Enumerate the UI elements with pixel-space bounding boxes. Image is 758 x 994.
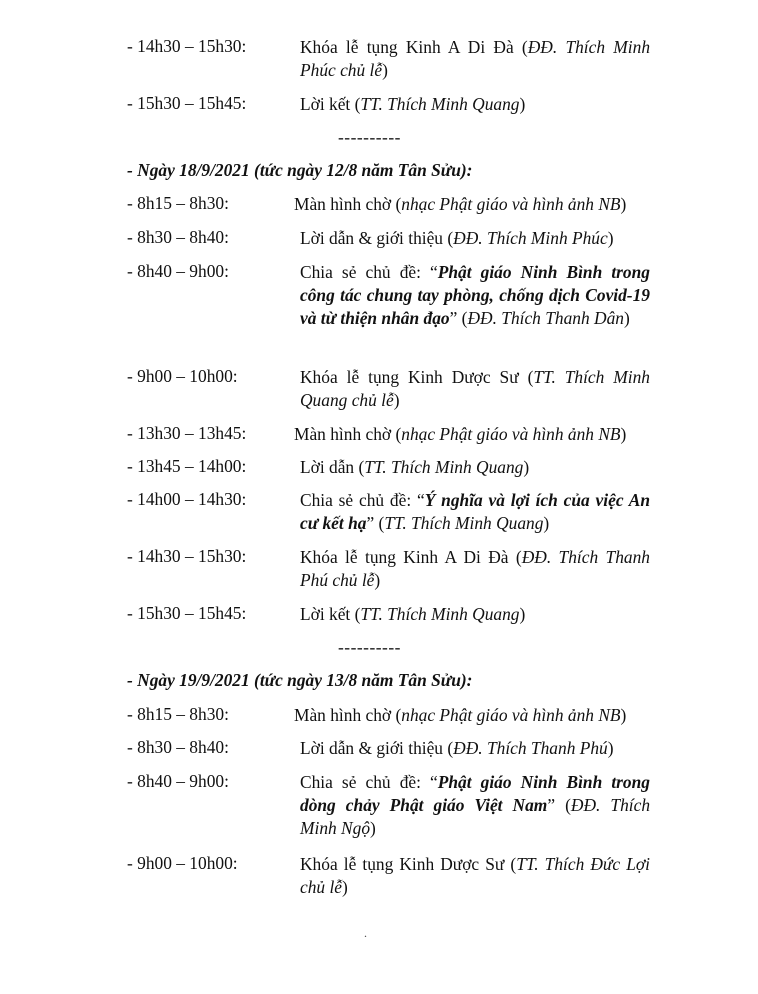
activity-description xyxy=(300,227,650,250)
presenter-name: TT. Thích Minh Quang xyxy=(384,513,544,533)
time-range: - 13h30 – 13h45: xyxy=(127,423,247,443)
activity-text: ) xyxy=(620,194,627,214)
activity-text: Khóa lễ tụng Kinh Dược Sư ( xyxy=(300,854,517,874)
activity-text: ) xyxy=(523,457,530,477)
activity-description xyxy=(300,853,650,899)
activity-description xyxy=(300,261,650,330)
presenter-name: TT. Thích Minh Quang xyxy=(364,457,524,477)
activity-text: Màn hình chờ ( xyxy=(294,194,402,214)
activity-description xyxy=(300,546,650,592)
activity-text: ) xyxy=(519,604,526,624)
activity-text: ) xyxy=(382,60,388,80)
activity-text: ) xyxy=(519,94,526,114)
presenter-name: ĐĐ. Thích Minh Phúc xyxy=(453,228,608,248)
time-range: - 8h30 – 8h40: xyxy=(127,227,229,247)
activity-description xyxy=(300,771,650,840)
time-range: - 15h30 – 15h45: xyxy=(127,93,247,113)
presenter-name: TT. Thích Đức Lợi chủ lễ xyxy=(300,854,651,897)
activity-text: ) xyxy=(342,877,348,897)
presenter-name: ĐĐ. Thích Minh Phúc chủ lễ xyxy=(300,37,651,80)
activity-text: ) xyxy=(393,390,400,410)
activity-description xyxy=(300,36,650,82)
presenter-name: ĐĐ. Thích Minh Ngộ xyxy=(300,795,651,838)
presenter-name: TT. Thích Minh Quang xyxy=(360,604,520,624)
activity-text: Lời dẫn & giới thiệu ( xyxy=(300,228,454,248)
presenter-name: ĐĐ. Thích Thanh Phú xyxy=(453,738,608,758)
presenter-name: ĐĐ. Thích Thanh Phú chủ lễ xyxy=(300,547,650,590)
activity-description xyxy=(300,93,650,116)
day-heading: - Ngày 19/9/2021 (tức ngày 13/8 năm Tân Sửu): xyxy=(127,670,473,690)
presenter-name: nhạc Phật giáo và hình ảnh NB xyxy=(401,705,621,725)
activity-text: ) xyxy=(543,513,550,533)
activity-text: ) xyxy=(623,308,630,328)
time-range: - 9h00 – 10h00: xyxy=(127,366,238,386)
day-heading: - Ngày 18/9/2021 (tức ngày 12/8 năm Tân Sửu): xyxy=(127,160,473,180)
activity-description xyxy=(300,366,650,412)
activity-text: ) xyxy=(374,570,381,590)
time-range: - 8h30 – 8h40: xyxy=(127,737,229,757)
activity-text: Chia sẻ chủ đề: “ xyxy=(300,772,438,792)
activity-text: ) xyxy=(620,424,627,444)
activity-description xyxy=(300,737,650,760)
activity-text: Khóa lễ tụng Kinh A Di Đà ( xyxy=(300,37,528,57)
activity-text: ” ( xyxy=(366,513,385,533)
activity-description xyxy=(300,603,650,626)
topic-title: Phật giáo Ninh Bình trong dòng chảy Phật giáo Việt Nam xyxy=(300,772,650,815)
activity-text: Lời kết ( xyxy=(300,604,361,624)
time-range: - 8h40 – 9h00: xyxy=(127,261,229,281)
activity-description xyxy=(294,423,664,446)
presenter-name: nhạc Phật giáo và hình ảnh NB xyxy=(401,194,621,214)
section-separator: ---------- xyxy=(338,637,401,657)
page-dot: . xyxy=(364,926,367,940)
time-range: - 8h40 – 9h00: xyxy=(127,771,229,791)
activity-text: Lời dẫn ( xyxy=(300,457,365,477)
activity-text: ” ( xyxy=(547,795,571,815)
presenter-name: TT. Thích Minh Quang chủ lễ xyxy=(300,367,651,410)
activity-text: Lời dẫn & giới thiệu ( xyxy=(300,738,454,758)
time-range: - 13h45 – 14h00: xyxy=(127,456,247,476)
activity-text: ) xyxy=(370,818,376,838)
activity-text: Khóa lễ tụng Kinh A Di Đà ( xyxy=(300,547,522,567)
time-range: - 8h15 – 8h30: xyxy=(127,704,229,724)
activity-text: Màn hình chờ ( xyxy=(294,424,402,444)
activity-description xyxy=(300,456,650,479)
activity-description xyxy=(300,489,650,535)
topic-title: Phật giáo Ninh Bình trong công tác chung tay phòng, chống dịch Covid-19 và từ thiện nhân đạo xyxy=(300,262,650,328)
section-separator: ---------- xyxy=(338,127,401,147)
activity-text: Khóa lễ tụng Kinh Dược Sư ( xyxy=(300,367,534,387)
activity-text: Chia sẻ chủ đề: “ xyxy=(300,262,438,282)
activity-text: ) xyxy=(620,705,627,725)
time-range: - 15h30 – 15h45: xyxy=(127,603,247,623)
activity-text: Chia sẻ chủ đề: “ xyxy=(300,490,425,510)
activity-text: Lời kết ( xyxy=(300,94,361,114)
presenter-name: TT. Thích Minh Quang xyxy=(360,94,520,114)
activity-text: ” ( xyxy=(449,308,468,328)
time-range: - 14h30 – 15h30: xyxy=(127,546,247,566)
activity-text: Màn hình chờ ( xyxy=(294,705,402,725)
time-range: - 14h00 – 14h30: xyxy=(127,489,247,509)
activity-description xyxy=(294,704,664,727)
topic-title: Ý nghĩa và lợi ích của việc An cư kết hạ xyxy=(300,490,650,533)
time-range: - 8h15 – 8h30: xyxy=(127,193,229,213)
time-range: - 9h00 – 10h00: xyxy=(127,853,238,873)
activity-text: ) xyxy=(607,228,614,248)
presenter-name: nhạc Phật giáo và hình ảnh NB xyxy=(401,424,621,444)
presenter-name: ĐĐ. Thích Thanh Dân xyxy=(467,308,624,328)
activity-description xyxy=(294,193,664,216)
time-range: - 14h30 – 15h30: xyxy=(127,36,247,56)
activity-text: ) xyxy=(607,738,614,758)
